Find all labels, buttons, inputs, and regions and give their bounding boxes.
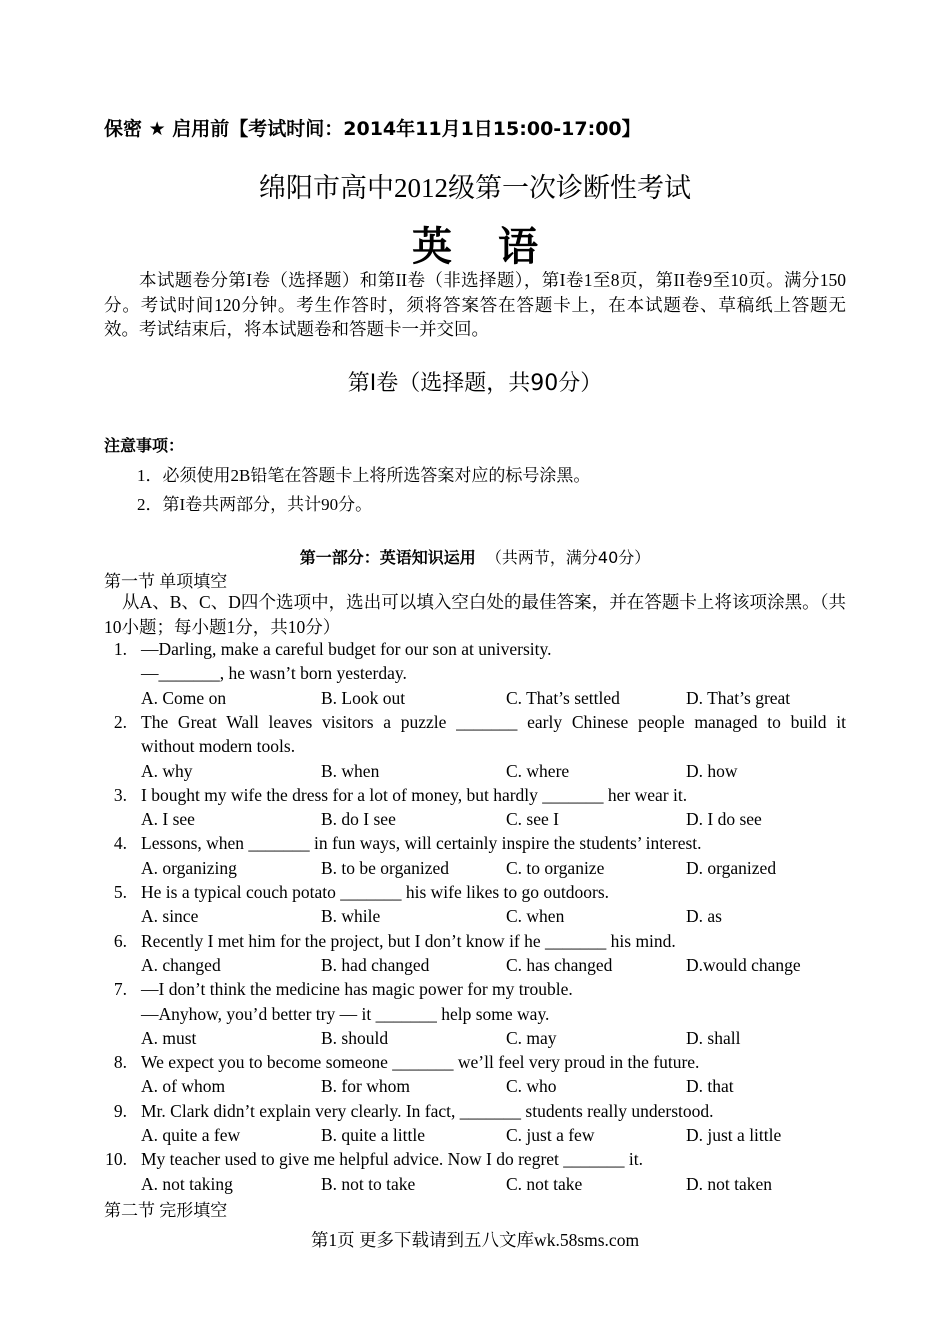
question-number: 5.: [113, 882, 127, 902]
question-text: —I don’t think the medicine has magic power for my trouble.: [141, 979, 573, 1000]
part1-title: [0, 545, 950, 568]
question-line: [0, 1052, 950, 1076]
option-row: [0, 955, 950, 979]
note-item: 2．第I卷共两部分，共计90分。: [137, 495, 373, 514]
option-a: A. organizing: [141, 857, 237, 878]
exam-title: 绵阳市高中2012级第一次诊断性考试: [259, 173, 691, 203]
question-number: 8.: [113, 1052, 127, 1073]
option-b: B. while: [321, 906, 381, 927]
section1-title: 第一节 单项填空: [104, 572, 228, 591]
option-c: C. when: [506, 906, 565, 927]
option-row: [0, 1174, 950, 1198]
question-line: [0, 1149, 950, 1173]
question-number: 6.: [113, 930, 127, 951]
option-row: [0, 1028, 950, 1052]
option-c: C. just a few: [506, 1125, 595, 1145]
question-line: [0, 712, 950, 736]
volume-title: 第Ⅰ卷（选择题，共90分）: [347, 371, 603, 396]
option-b: B. not to take: [321, 1173, 416, 1194]
question-line: [0, 833, 950, 857]
option-c: C. to organize: [506, 857, 605, 878]
subject-title: 英语: [412, 224, 584, 270]
question-number: 7.: [113, 979, 127, 1000]
option-a: A. not taking: [141, 1173, 233, 1194]
notes-heading: 注意事项：: [104, 436, 185, 455]
question-line: [0, 639, 950, 663]
option-c: C. That’s settled: [506, 687, 620, 708]
option-c: C. not take: [506, 1173, 583, 1194]
question-number: 3.: [113, 784, 127, 805]
question-text: Recently I met him for the project, but I don’t know if he _______ his mind.: [141, 930, 676, 951]
option-a: A. of whom: [141, 1076, 226, 1097]
option-b: B. had changed: [321, 954, 430, 975]
option-b: B. Look out: [321, 687, 406, 708]
option-d: D. That’s great: [686, 687, 791, 708]
question-text: We expect you to become someone _______ we’ll feel very proud in the future.: [141, 1052, 700, 1073]
option-a: A. why: [141, 760, 193, 781]
option-row: [0, 1125, 950, 1149]
question-text: —Darling, make a careful budget for our son at university.: [141, 639, 552, 659]
question-text: My teacher used to give me helpful advice. Now I do regret _______ it.: [141, 1149, 644, 1170]
option-d: D. that: [686, 1076, 734, 1097]
option-row: [0, 1076, 950, 1100]
option-a: A. quite a few: [141, 1125, 241, 1145]
section1-instructions: 从A、B、C、D四个选项中，选出可以填入空白处的最佳答案，并在答题卡上将该项涂黑。（共10小题；每小题1分，共10分）: [104, 592, 846, 637]
option-a: A. must: [141, 1027, 197, 1048]
question-text: —_______, he wasn’t born yesterday.: [141, 663, 407, 684]
option-d: D. I do see: [686, 809, 762, 830]
question-text: without modern tools.: [141, 736, 296, 757]
option-b: B. should: [321, 1027, 389, 1048]
question-line: [0, 882, 950, 906]
confidential-header: 保密 ★ 启用前【考试时间：2014年11月1日15:00-17:00】: [104, 118, 641, 140]
question-text: —Anyhow, you’d better try — it _______ help some way.: [141, 1003, 550, 1024]
question-text: The Great Wall leaves visitors a puzzle _______ early Chinese people managed to build it: [141, 711, 846, 732]
option-c: C. has changed: [506, 954, 613, 975]
question-line: [0, 931, 950, 955]
question-line: [0, 1101, 950, 1125]
option-a: A. Come on: [141, 687, 227, 708]
part1-title-main: 第一部分：英语知识运用: [299, 548, 476, 567]
option-row: [0, 761, 950, 785]
question-number: 1.: [113, 639, 127, 659]
option-row: [0, 858, 950, 882]
option-b: B. quite a little: [321, 1125, 426, 1145]
option-b: B. do I see: [321, 809, 396, 830]
option-d: D.would change: [686, 954, 801, 975]
option-row: [0, 688, 950, 712]
question-text: Mr. Clark didn’t explain very clearly. In fact, _______ students really understood.: [141, 1100, 714, 1121]
section2-title: 第二节 完形填空: [104, 1201, 228, 1220]
option-d: D. as: [686, 906, 722, 927]
option-b: B. to be organized: [321, 857, 449, 878]
option-row: [0, 809, 950, 833]
question-line: [0, 1004, 950, 1028]
option-c: C. where: [506, 760, 570, 781]
question-line: [0, 736, 950, 760]
option-c: C. see I: [506, 809, 559, 830]
question-number: 10.: [105, 1149, 127, 1170]
option-a: A. changed: [141, 954, 221, 975]
question-number: 2.: [113, 711, 127, 732]
option-b: B. when: [321, 760, 380, 781]
option-d: D. just a little: [686, 1125, 782, 1145]
question-number: 4.: [113, 833, 127, 854]
option-c: C. who: [506, 1076, 557, 1097]
question-number: 9.: [113, 1100, 127, 1121]
option-d: D. organized: [686, 857, 777, 878]
question-text: Lessons, when _______ in fun ways, will certainly inspire the students’ interest.: [141, 833, 702, 854]
part1-title-score: （共两节，满分40分）: [485, 548, 651, 567]
note-item: 1．必须使用2B铅笔在答题卡上将所选答案对应的标号涂黑。: [137, 466, 591, 485]
question-line: [0, 979, 950, 1003]
option-d: D. shall: [686, 1027, 741, 1048]
option-a: A. since: [141, 906, 199, 927]
question-line: [0, 785, 950, 809]
page-footer: 第1页 更多下载请到五八文库wk.58sms.com: [310, 1230, 640, 1250]
option-d: D. how: [686, 760, 738, 781]
option-c: C. may: [506, 1027, 557, 1048]
option-row: [0, 906, 950, 930]
option-b: B. for whom: [321, 1076, 410, 1097]
intro-paragraph: 本试题卷分第I卷（选择题）和第II卷（非选择题），第I卷1至8页，第II卷9至10页。满分150分。考试时间120分钟。考生作答时，须将答案答在答题卡上，在本试题卷、草稿纸上答题无效。考试结束后，将本试题卷和答题卡一并交回。: [104, 270, 846, 339]
question-text: I bought my wife the dress for a lot of money, but hardly _______ her wear it.: [141, 784, 688, 805]
option-a: A. I see: [141, 809, 195, 830]
option-d: D. not taken: [686, 1173, 773, 1194]
question-line: [0, 663, 950, 687]
question-text: He is a typical couch potato _______ his wife likes to go outdoors.: [141, 882, 610, 902]
